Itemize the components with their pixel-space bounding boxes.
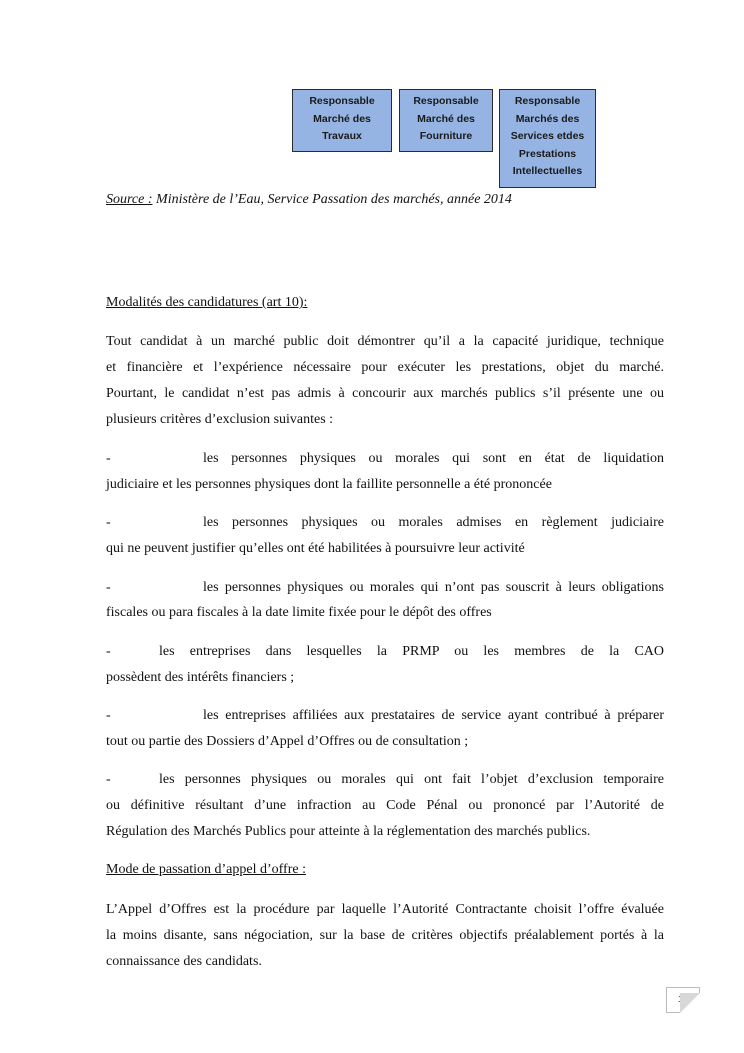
org-box-line: Marché des — [313, 112, 371, 125]
page-fold-corner — [677, 993, 700, 1013]
org-box-line: Marchés des — [515, 112, 580, 125]
bullet-dash: - — [106, 451, 111, 466]
page-number-box — [666, 987, 700, 1013]
paragraph-line: L’Appel d’Offres est la procédure par laquelle l’Autorité Contractante choisit l’offre évaluée — [106, 902, 664, 917]
section-heading-candidatures: Modalités des candidatures (art 10): — [106, 295, 308, 310]
list-item-line: les personnes physiques ou morales qui ont fait l’objet d’exclusion temporaire — [159, 772, 664, 787]
list-item-line: fiscales ou para fiscales à la date limite fixée pour le dépôt des offres — [106, 605, 492, 620]
list-item-line: les personnes physiques ou morales admises en règlement judiciaire — [203, 515, 664, 530]
list-item-line: les entreprises dans lesquelles la PRMP ou les membres de la CAO — [159, 644, 664, 659]
intro-line: Pourtant, le candidat n’est pas admis à concourir aux marchés publics s’il présente une ou — [106, 386, 664, 401]
org-box-line: Intellectuelles — [512, 165, 583, 177]
bullet-dash: - — [106, 580, 111, 595]
list-item-line: les entreprises affiliées aux prestataires de service ayant contribué à préparer — [203, 708, 664, 723]
paragraph-line: connaissance des candidats. — [106, 954, 262, 969]
org-box-line: Responsable — [514, 95, 581, 107]
org-box-travaux — [292, 89, 392, 152]
source-label: Source : — [106, 192, 153, 207]
paragraph-line: la moins disante, sans négociation, sur la base de critères objectifs préalablement portés à la — [106, 928, 664, 943]
org-box-line: Marché des — [417, 112, 475, 125]
list-item-line: possèdent des intérêts financiers ; — [106, 670, 295, 685]
source-text: Ministère de l’Eau, Service Passation des marchés, année 2014 — [152, 192, 512, 207]
list-item-line: qui ne peuvent justifier qu’elles ont été habilitées à poursuivre leur activité — [106, 541, 525, 556]
bullet-dash: - — [106, 772, 111, 787]
list-item-line: les personnes physiques ou morales qui sont en état de liquidation — [203, 451, 664, 466]
intro-line: plusieurs critères d’exclusion suivantes : — [106, 412, 334, 427]
source-caption — [106, 192, 512, 208]
section-heading-passation: Mode de passation d’appel d’offre : — [106, 862, 306, 877]
org-box-line: Fourniture — [419, 130, 473, 142]
page-number: 19 — [677, 994, 688, 1004]
bullet-dash: - — [106, 708, 111, 723]
bullet-dash: - — [106, 515, 111, 530]
list-item-line: judiciaire et les personnes physiques dont la faillite personnelle a été prononcée — [106, 477, 552, 492]
org-box-line: Responsable — [413, 95, 479, 107]
intro-line: Tout candidat à un marché public doit démontrer qu’il a la capacité juridique, technique — [106, 334, 664, 349]
org-box-line: Responsable — [309, 95, 375, 107]
list-item-line: les personnes physiques ou morales qui n’ont pas souscrit à leurs obligations — [203, 580, 664, 595]
org-box-services — [499, 89, 596, 188]
list-item-line: Régulation des Marchés Publics pour atteinte à la réglementation des marchés publics. — [106, 824, 591, 839]
org-box-line: Travaux — [322, 130, 362, 142]
intro-line: et financière et l’expérience nécessaire pour exécuter les prestations, objet du marché. — [106, 360, 664, 375]
org-box-fourniture — [399, 89, 493, 152]
list-item-line: tout ou partie des Dossiers d’Appel d’Offres ou de consultation ; — [106, 734, 469, 749]
bullet-dash: - — [106, 644, 111, 659]
org-box-line: Services etdes — [510, 130, 585, 142]
org-box-line: Prestations — [518, 147, 577, 160]
list-item-line: ou définitive résultant d’une infraction au Code Pénal ou prononcé par l’Autorité de — [106, 798, 664, 813]
